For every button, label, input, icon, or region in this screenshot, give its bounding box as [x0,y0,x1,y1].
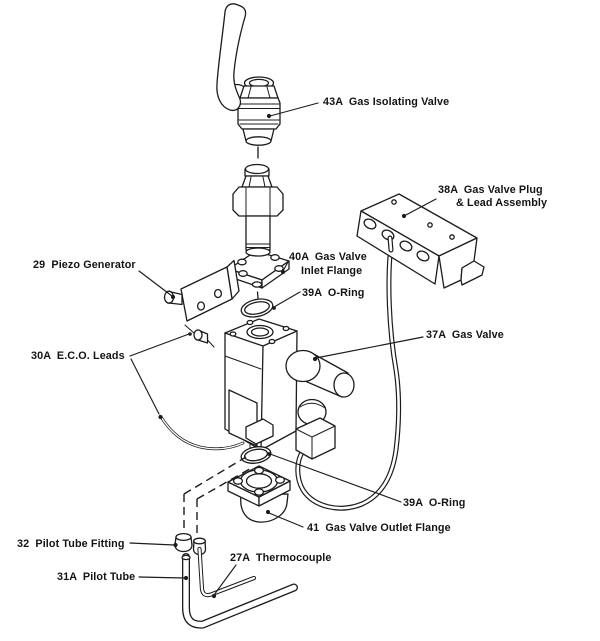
pointer-dot [402,214,406,218]
piezo-bracket-plate [181,267,232,321]
pointer-dot [313,357,317,361]
pointer-dot [272,306,276,310]
pointer-dot [158,415,162,419]
label-o-ring-lower: 39A O-Ring [403,497,466,509]
label-o-ring-upper: 39A O-Ring [302,287,365,299]
eco-lead-screw-drawing [185,325,214,347]
label-gas-isolating-valve: 43A Gas Isolating Valve [323,96,450,108]
flange-bolt [238,259,246,265]
inlet-pipe [246,216,270,250]
label-eco-leads: 30A E.C.O. Leads [31,350,125,362]
solenoid-block [296,418,335,459]
piezo-generator-drawing [165,261,240,322]
label-piezo-generator: 29 Piezo Generator [33,259,136,271]
label-thermocouple: 27A Thermocouple [230,552,332,564]
gas-valve-body-drawing [225,319,354,459]
gas-valve-outlet-flange-drawing [228,466,290,522]
actuator-cylinder [286,351,320,382]
flange-bolt [255,489,264,495]
pointer-dot [266,510,270,514]
eco-terminal [194,330,202,340]
pointer-dot [188,332,192,336]
inlet-pipe-union-drawing [233,165,283,251]
o-ring-lower-drawing [240,445,272,466]
label-pilot-tube-fitting: 32 Pilot Tube Fitting [17,538,125,550]
pointer-dot [267,452,271,456]
flange-bolt [276,477,285,483]
valve-hex-collar [240,86,278,98]
flange-bolt [271,255,279,261]
pilot-tube-opening [182,555,190,559]
union-cap-top [246,165,269,174]
pointer-dot [173,543,177,547]
pointer-dot [281,270,285,274]
pointer-dot [212,594,216,598]
flange-bolt [234,478,243,484]
gas-isolating-valve-drawing [217,4,280,158]
label-gas-valve-plug-line2: & Lead Assembly [456,197,548,209]
flange-bolt [255,467,264,473]
label-outlet-flange: 41 Gas Valve Outlet Flange [307,522,451,534]
label-gas-valve-plug-line1: 38A Gas Valve Plug [438,184,543,196]
label-gas-valve: 37A Gas Valve [426,329,504,341]
label-inlet-flange-line2: Inlet Flange [301,265,363,277]
pointer-dot [184,576,188,580]
label-pilot-tube: 31A Pilot Tube [57,571,136,583]
flange-bolt [239,271,247,277]
o-ring-upper-drawing [240,296,275,319]
actuator-end-cylinder [334,373,354,397]
axis-tick [258,292,259,298]
pointer-dot [171,295,175,299]
label-inlet-flange-line1: 40A Gas Valve [289,251,367,263]
union-nut [233,187,283,216]
pointer-dot [267,114,271,118]
